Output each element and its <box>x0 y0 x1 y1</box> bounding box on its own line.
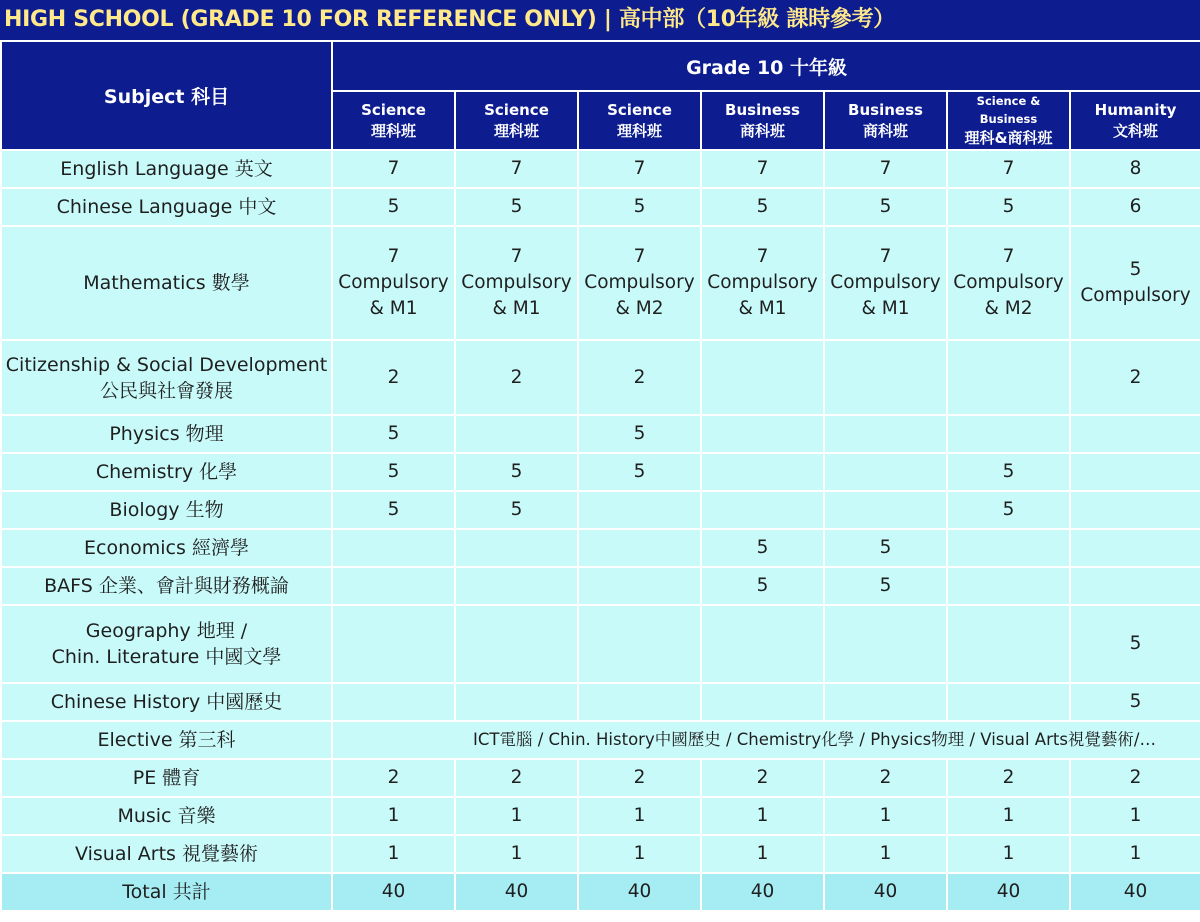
lesson-count-cell <box>1070 415 1200 453</box>
lesson-count-cell: 5 <box>578 453 701 491</box>
subject-cell <box>1 683 332 721</box>
lesson-count-cell: 7 <box>701 150 824 188</box>
lesson-count-cell <box>701 453 824 491</box>
table-row <box>1 188 1200 226</box>
lesson-count-cell: 1 <box>578 835 701 873</box>
lesson-count-cell: 5 <box>824 567 947 605</box>
lesson-count-cell: 40 <box>1070 873 1200 911</box>
lesson-count-cell <box>824 605 947 683</box>
lesson-count-cell <box>455 605 578 683</box>
lesson-count-cell: 5 <box>332 188 455 226</box>
lesson-count-cell <box>701 226 824 340</box>
lesson-count-cell <box>455 683 578 721</box>
lesson-count-cell: 2 <box>332 340 455 415</box>
lesson-count-cell: 1 <box>332 835 455 873</box>
lesson-count-cell: 5 <box>455 453 578 491</box>
lesson-count-cell: 1 <box>947 835 1070 873</box>
cell-line: & M2 <box>615 298 664 319</box>
lesson-count-cell: 5 <box>701 529 824 567</box>
lesson-count-cell: 5 <box>1070 605 1200 683</box>
lesson-count-cell <box>455 415 578 453</box>
subject-label: Chemistry 化學 <box>95 461 238 483</box>
lesson-count-cell: 2 <box>455 340 578 415</box>
stream-name-zh: 商科班 <box>862 121 908 140</box>
lesson-count-cell <box>578 491 701 529</box>
lesson-count-cell: 2 <box>1070 340 1200 415</box>
table-row <box>1 529 1200 567</box>
lesson-count-cell: 2 <box>332 759 455 797</box>
stream-header <box>701 91 824 150</box>
table-row <box>1 873 1200 911</box>
lesson-count-cell: 5 <box>947 188 1070 226</box>
stream-header <box>332 91 455 150</box>
lesson-count-cell: 5 <box>1070 683 1200 721</box>
lesson-count-cell: 7 <box>455 150 578 188</box>
lesson-count-cell: 40 <box>824 873 947 911</box>
lesson-count-cell: 1 <box>455 797 578 835</box>
subject-label: Visual Arts 視覺藝術 <box>75 843 258 865</box>
lesson-count-cell: 5 <box>578 188 701 226</box>
lesson-count-cell <box>824 683 947 721</box>
table-row <box>1 150 1200 188</box>
lesson-count-cell: 5 <box>701 567 824 605</box>
table-row <box>1 415 1200 453</box>
lesson-count-cell <box>947 683 1070 721</box>
subject-column-header: Subject 科目 <box>1 41 332 150</box>
lesson-count-cell: 1 <box>455 835 578 873</box>
subject-label: Elective 第三科 <box>97 729 236 751</box>
table-row <box>1 453 1200 491</box>
stream-header <box>1070 91 1200 150</box>
subject-label: Chinese History 中國歷史 <box>50 691 283 713</box>
table-row <box>1 226 1200 340</box>
lesson-count-cell: 6 <box>1070 188 1200 226</box>
lesson-count-cell <box>1070 453 1200 491</box>
cell-line: Compulsory <box>1080 285 1191 306</box>
subject-cell <box>1 453 332 491</box>
cell-line: Compulsory <box>461 272 572 293</box>
subject-cell <box>1 150 332 188</box>
grade-header: Grade 10 十年級 <box>332 41 1200 91</box>
lesson-count-cell: 5 <box>332 415 455 453</box>
page-title: HIGH SCHOOL (GRADE 10 FOR REFERENCE ONLY) | 高中部（10年級 課時參考） <box>0 0 1200 40</box>
lesson-count-cell: 1 <box>578 797 701 835</box>
lesson-count-cell <box>578 567 701 605</box>
table-row <box>1 721 1200 759</box>
lesson-count-cell <box>332 226 455 340</box>
lesson-count-cell <box>332 529 455 567</box>
lesson-count-cell <box>824 340 947 415</box>
cell-line: 7 <box>1002 246 1015 267</box>
lesson-count-cell <box>824 491 947 529</box>
lesson-count-cell: 2 <box>947 759 1070 797</box>
lesson-count-cell: 40 <box>701 873 824 911</box>
cell-line: & M1 <box>369 298 418 319</box>
cell-line: & M1 <box>738 298 787 319</box>
subject-cell <box>1 759 332 797</box>
stream-name-zh: 理科班 <box>493 121 539 140</box>
table-row <box>1 340 1200 415</box>
subject-cell <box>1 567 332 605</box>
lesson-count-cell: 5 <box>332 491 455 529</box>
lesson-count-cell: 2 <box>455 759 578 797</box>
table-row <box>1 491 1200 529</box>
stream-name-en: Business <box>725 100 800 119</box>
lesson-count-cell <box>701 605 824 683</box>
lesson-count-cell <box>1070 226 1200 340</box>
cell-line: 7 <box>387 246 400 267</box>
lesson-count-cell: 5 <box>455 188 578 226</box>
lesson-count-cell <box>578 605 701 683</box>
subject-label: Geography 地理 / <box>85 620 248 642</box>
lesson-count-cell: 8 <box>1070 150 1200 188</box>
cell-line: 7 <box>633 246 646 267</box>
lesson-count-cell <box>578 683 701 721</box>
lesson-count-cell: 1 <box>701 835 824 873</box>
stream-name-en: Science & Business <box>976 94 1041 126</box>
lesson-count-cell: 5 <box>824 529 947 567</box>
subject-label: Mathematics 數學 <box>83 272 250 294</box>
cell-line: Compulsory <box>830 272 941 293</box>
lesson-count-cell: 2 <box>1070 759 1200 797</box>
lesson-count-cell <box>701 415 824 453</box>
subject-label: Economics 經濟學 <box>84 537 249 559</box>
table-row <box>1 835 1200 873</box>
subject-cell <box>1 491 332 529</box>
subject-cell <box>1 605 332 683</box>
table-row <box>1 797 1200 835</box>
lesson-count-cell <box>824 226 947 340</box>
lesson-count-cell: 1 <box>947 797 1070 835</box>
subject-label: English Language 英文 <box>60 158 273 180</box>
lesson-count-cell <box>578 226 701 340</box>
stream-name-en: Science <box>484 100 549 119</box>
stream-header <box>824 91 947 150</box>
lesson-count-cell <box>947 226 1070 340</box>
cell-line: 7 <box>510 246 523 267</box>
subject-cell <box>1 415 332 453</box>
stream-name-zh: 理科班 <box>616 121 662 140</box>
lesson-count-cell <box>1070 567 1200 605</box>
stream-header <box>578 91 701 150</box>
lesson-count-cell <box>701 683 824 721</box>
subject-cell <box>1 226 332 340</box>
lesson-count-cell <box>332 683 455 721</box>
lesson-count-cell <box>1070 529 1200 567</box>
cell-line: & M1 <box>861 298 910 319</box>
cell-line: 5 <box>1129 259 1142 280</box>
subject-cell <box>1 529 332 567</box>
lesson-count-cell <box>455 567 578 605</box>
subject-label: Physics 物理 <box>109 423 224 445</box>
lesson-count-cell: 7 <box>824 150 947 188</box>
lesson-count-cell: 5 <box>824 188 947 226</box>
stream-name-en: Science <box>361 100 426 119</box>
lesson-count-cell <box>332 567 455 605</box>
lesson-count-cell <box>824 415 947 453</box>
lesson-count-cell <box>1070 491 1200 529</box>
subject-label: Citizenship & Social Development <box>5 353 328 376</box>
stream-name-zh: 理科班 <box>370 121 416 140</box>
stream-name-en: Science <box>607 100 672 119</box>
lesson-count-cell: 5 <box>701 188 824 226</box>
subject-label: Biology 生物 <box>109 499 224 521</box>
table-row <box>1 759 1200 797</box>
subject-label: Music 音樂 <box>117 805 216 827</box>
table-row <box>1 683 1200 721</box>
lesson-count-cell <box>947 567 1070 605</box>
subject-label: Chinese Language 中文 <box>56 196 277 218</box>
lesson-count-cell: 2 <box>578 759 701 797</box>
lesson-count-cell: 1 <box>1070 835 1200 873</box>
lesson-count-cell <box>824 453 947 491</box>
subject-cell <box>1 797 332 835</box>
lesson-count-cell: 5 <box>455 491 578 529</box>
timetable <box>0 40 1200 912</box>
cell-line: 7 <box>756 246 769 267</box>
cell-line: Compulsory <box>953 272 1064 293</box>
lesson-count-cell: 7 <box>947 150 1070 188</box>
subject-cell <box>1 721 332 759</box>
lesson-count-cell: 5 <box>947 491 1070 529</box>
lesson-count-cell: 40 <box>455 873 578 911</box>
lesson-count-cell: 5 <box>332 453 455 491</box>
lesson-count-cell: 2 <box>578 340 701 415</box>
subject-cell <box>1 873 332 911</box>
lesson-count-cell <box>947 529 1070 567</box>
lesson-count-cell <box>947 340 1070 415</box>
lesson-count-cell <box>578 529 701 567</box>
cell-line: Compulsory <box>338 272 449 293</box>
lesson-count-cell: 1 <box>824 797 947 835</box>
subject-cell <box>1 340 332 415</box>
cell-line: Compulsory <box>584 272 695 293</box>
lesson-count-cell <box>947 605 1070 683</box>
lesson-count-cell <box>947 415 1070 453</box>
lesson-count-cell <box>701 340 824 415</box>
lesson-count-cell: 40 <box>578 873 701 911</box>
table-row <box>1 567 1200 605</box>
stream-name-zh: 理科&商科班 <box>964 129 1053 147</box>
lesson-count-cell: 7 <box>578 150 701 188</box>
lesson-count-cell: 5 <box>578 415 701 453</box>
subject-cell <box>1 188 332 226</box>
lesson-count-cell <box>332 605 455 683</box>
lesson-count-cell: 1 <box>701 797 824 835</box>
stream-name-zh: 商科班 <box>739 121 785 140</box>
lesson-count-cell: 2 <box>824 759 947 797</box>
stream-header <box>947 91 1070 150</box>
subject-label: PE 體育 <box>132 767 201 789</box>
stream-name-zh: 文科班 <box>1113 121 1159 140</box>
cell-line: 7 <box>879 246 892 267</box>
subject-label: Chin. Literature 中國文學 <box>51 646 282 668</box>
subject-label: BAFS 企業、會計與財務概論 <box>44 575 289 597</box>
subject-label: 公民與社會發展 <box>99 379 233 402</box>
subject-label: Total 共計 <box>122 881 211 903</box>
lesson-count-cell: 1 <box>1070 797 1200 835</box>
lesson-count-cell: 7 <box>332 150 455 188</box>
stream-name-en: Humanity <box>1094 100 1177 119</box>
lesson-count-cell <box>455 226 578 340</box>
stream-header <box>455 91 578 150</box>
lesson-count-cell: 5 <box>947 453 1070 491</box>
cell-line: & M1 <box>492 298 541 319</box>
lesson-count-cell: 40 <box>947 873 1070 911</box>
lesson-count-cell: 1 <box>824 835 947 873</box>
cell-line: & M2 <box>984 298 1033 319</box>
stream-name-en: Business <box>848 100 923 119</box>
lesson-count-cell: 1 <box>332 797 455 835</box>
cell-line: Compulsory <box>707 272 818 293</box>
table-row <box>1 605 1200 683</box>
lesson-count-cell <box>455 529 578 567</box>
lesson-count-cell <box>701 491 824 529</box>
subject-cell <box>1 835 332 873</box>
elective-options: ICT電腦 / Chin. History中國歷史 / Chemistry化學 / Physics物理 / Visual Arts視覺藝術/… <box>332 721 1200 759</box>
lesson-count-cell: 40 <box>332 873 455 911</box>
lesson-count-cell: 2 <box>701 759 824 797</box>
